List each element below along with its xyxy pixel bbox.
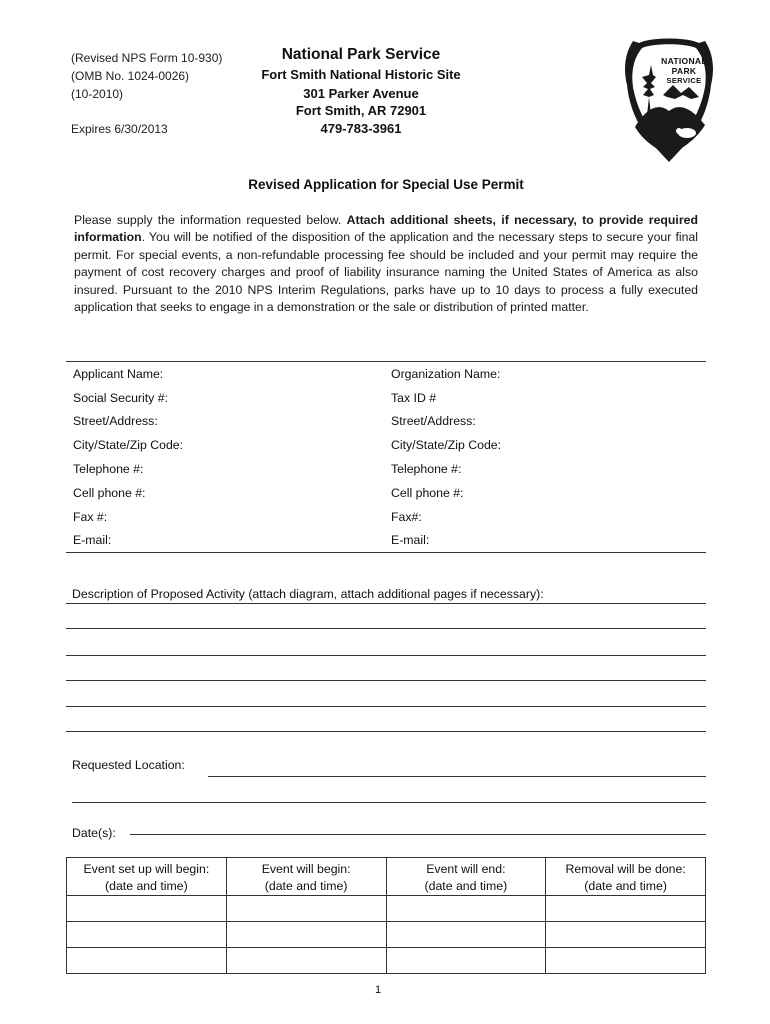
schedule-cell[interactable] [546,922,706,948]
instructions-paragraph [74,212,698,316]
site-street: 301 Parker Avenue [303,86,419,101]
organization-street-field[interactable]: Street/Address: [391,414,476,429]
applicant-fax-field[interactable]: Fax #: [73,509,108,524]
applicant-street-field[interactable]: Street/Address: [73,414,158,429]
schedule-cell[interactable] [226,922,386,948]
instructions-text-rest: . You will be notified of the disposition of the application and the necessary steps to secure your final permit. For special events, a non-refundable processing fee should be included and your permit may require the payment of cost recovery charges and proof of liability insurance naming the United States of America as also insured. Pursuant to the 2010 NPS Interim Regulations, parks have up to 10 days to process a fully executed application that seeks to engage in a demonstration or the sale or distribution of printed matter. [74,230,698,315]
page-number: 1 [375,984,382,996]
nps-arrowhead-logo-icon [621,35,717,165]
schedule-header-row [67,858,706,896]
dates-label: Date(s): [72,826,116,840]
info-row [66,457,706,481]
schedule-cell[interactable] [546,948,706,974]
requested-location-line[interactable] [208,776,706,777]
organization-email-field[interactable]: E-mail: [391,533,430,548]
info-row [66,362,706,386]
agency-name: National Park Service [281,46,441,63]
event-begin-header [226,858,386,896]
tax-id-field[interactable]: Tax ID # [391,390,437,405]
event-end-label: Event will end: [426,862,506,876]
schedule-cell[interactable] [67,948,227,974]
event-begin-sublabel: (date and time) [264,879,348,893]
setup-begin-header [67,858,227,896]
description-line[interactable] [66,628,706,629]
logo-text-service: SERVICE [666,76,702,85]
logo-text-national: NATIONAL [661,56,707,66]
omb-number: (OMB No. 1024-0026) [71,69,190,83]
logo-text-park: PARK [671,65,697,76]
description-line[interactable] [66,603,706,604]
site-phone: 479-783-3961 [320,121,402,136]
description-line[interactable] [66,655,706,656]
description-label: Description of Proposed Activity (attach diagram, attach additional pages if necessary): [72,587,544,601]
form-version: (10-2010) [71,87,124,101]
applicant-name-field[interactable]: Applicant Name: [73,366,164,381]
schedule-cell[interactable] [386,922,546,948]
applicant-telephone-field[interactable]: Telephone #: [73,462,144,477]
organization-name-field[interactable]: Organization Name: [391,366,501,381]
expiration-date: Expires 6/30/2013 [71,122,168,136]
description-line[interactable] [66,731,706,732]
description-line[interactable] [66,680,706,681]
site-city: Fort Smith, AR 72901 [295,103,427,118]
removal-header [546,858,706,896]
schedule-cell[interactable] [67,922,227,948]
event-begin-label: Event will begin: [261,862,351,876]
schedule-row [67,896,706,922]
description-line[interactable] [66,706,706,707]
schedule-cell[interactable] [386,948,546,974]
organization-cell-field[interactable]: Cell phone #: [391,485,464,500]
instructions-text: Please supply the information requested below. [74,213,347,227]
schedule-cell[interactable] [386,896,546,922]
info-row [66,410,706,434]
info-row [66,433,706,457]
setup-begin-label: Event set up will begin: [83,862,210,876]
schedule-cell[interactable] [226,948,386,974]
dates-line[interactable] [130,834,706,835]
info-row [66,505,706,529]
applicant-city-field[interactable]: City/State/Zip Code: [73,438,184,453]
form-number: (Revised NPS Form 10-930) [71,51,223,65]
info-row [66,386,706,410]
schedule-cell[interactable] [67,896,227,922]
applicant-email-field[interactable]: E-mail: [73,533,112,548]
site-name: Fort Smith National Historic Site [261,67,461,82]
removal-label: Removal will be done: [565,862,686,876]
requested-location-label: Requested Location: [72,758,185,772]
organization-city-field[interactable]: City/State/Zip Code: [391,438,502,453]
removal-sublabel: (date and time) [584,879,667,893]
info-row [66,529,706,553]
instructions-emphasis: Attach additional sheets, if necessary, to provide required information [74,213,698,245]
schedule-cell[interactable] [546,896,706,922]
schedule-row [67,922,706,948]
applicant-cell-field[interactable]: Cell phone #: [73,485,146,500]
event-end-header [386,858,546,896]
ssn-field[interactable]: Social Security #: [73,390,169,405]
info-row [66,481,706,505]
schedule-row [67,948,706,974]
requested-location-line[interactable] [72,802,706,803]
form-title: Revised Application for Special Use Permit [248,177,524,192]
organization-telephone-field[interactable]: Telephone #: [391,462,462,477]
organization-fax-field[interactable]: Fax#: [391,509,422,524]
setup-begin-sublabel: (date and time) [105,879,188,893]
schedule-cell[interactable] [226,896,386,922]
event-schedule-table [66,857,706,974]
applicant-info-table [66,361,706,553]
event-end-sublabel: (date and time) [424,879,508,893]
